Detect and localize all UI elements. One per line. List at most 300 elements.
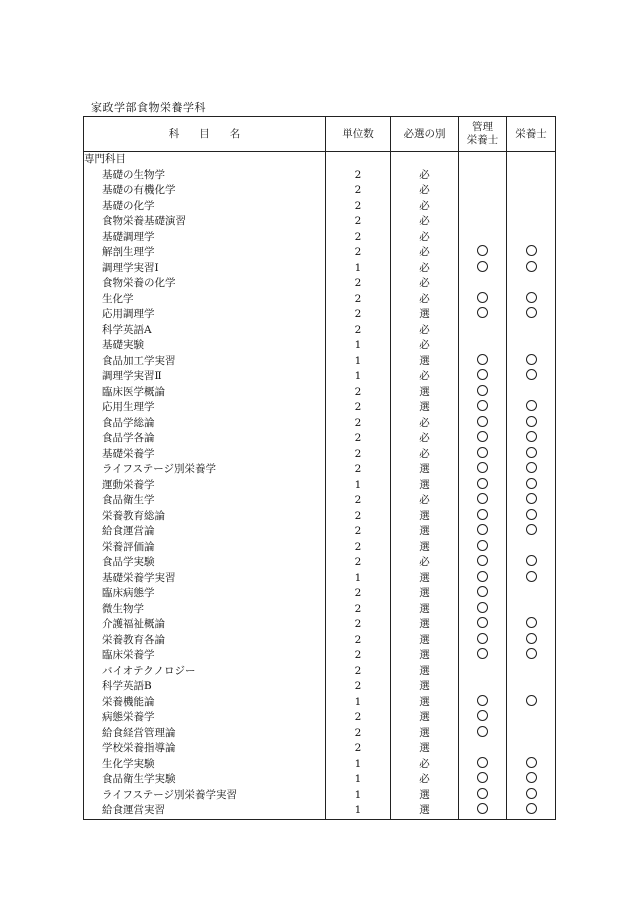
- course-units: 2: [326, 416, 391, 432]
- registered-dietitian-cell: [459, 633, 507, 649]
- course-name: 食品学実験: [84, 555, 326, 571]
- table-row: [84, 338, 556, 354]
- dietitian-cell: [507, 555, 556, 571]
- course-required-elective: 必: [391, 772, 459, 788]
- dietitian-cell: [507, 509, 556, 525]
- course-units: 1: [326, 695, 391, 711]
- course-name: 生化学実験: [84, 757, 326, 773]
- dietitian-cell: [507, 493, 556, 509]
- course-units: 2: [326, 679, 391, 695]
- course-units: 2: [326, 602, 391, 618]
- course-units: 2: [326, 199, 391, 215]
- circle-mark-icon: [477, 555, 488, 566]
- course-required-elective: 必: [391, 447, 459, 463]
- course-units: 1: [326, 571, 391, 587]
- registered-dietitian-cell: [459, 478, 507, 494]
- registered-dietitian-cell: [459, 726, 507, 742]
- course-units: 1: [326, 478, 391, 494]
- table-row: [84, 292, 556, 308]
- table-row: [84, 462, 556, 478]
- circle-mark-icon: [526, 354, 537, 365]
- course-name: ライフステージ別栄養学実習: [84, 788, 326, 804]
- header-dietitian: 栄養士: [507, 117, 556, 152]
- dietitian-cell: [507, 478, 556, 494]
- table-row: [84, 400, 556, 416]
- registered-dietitian-cell: [459, 183, 507, 199]
- registered-dietitian-cell: [459, 245, 507, 261]
- course-required-elective: 選: [391, 648, 459, 664]
- table-row: [84, 354, 556, 370]
- circle-mark-icon: [526, 757, 537, 768]
- circle-mark-icon: [477, 695, 488, 706]
- course-units: 2: [326, 245, 391, 261]
- circle-mark-icon: [477, 586, 488, 597]
- course-name: 微生物学: [84, 602, 326, 618]
- table-row: [84, 803, 556, 819]
- dietitian-cell: [507, 679, 556, 695]
- registered-dietitian-cell: [459, 586, 507, 602]
- circle-mark-icon: [477, 602, 488, 613]
- circle-mark-icon: [477, 478, 488, 489]
- circle-mark-icon: [477, 648, 488, 659]
- course-required-elective: 選: [391, 617, 459, 633]
- dietitian-cell: [507, 199, 556, 215]
- course-required-elective: 選: [391, 540, 459, 556]
- table-row: [84, 586, 556, 602]
- course-units: 1: [326, 803, 391, 819]
- course-name: 科学英語B: [84, 679, 326, 695]
- registered-dietitian-cell: [459, 710, 507, 726]
- course-units: 2: [326, 168, 391, 184]
- course-units: 1: [326, 338, 391, 354]
- table-row: [84, 648, 556, 664]
- registered-dietitian-cell: [459, 369, 507, 385]
- dietitian-cell: [507, 803, 556, 819]
- circle-mark-icon: [526, 292, 537, 303]
- registered-dietitian-cell: [459, 416, 507, 432]
- course-units: 2: [326, 648, 391, 664]
- table-row: [84, 199, 556, 215]
- circle-mark-icon: [526, 431, 537, 442]
- course-units: 2: [326, 183, 391, 199]
- header-units: 単位数: [326, 117, 391, 152]
- course-units: 2: [326, 493, 391, 509]
- registered-dietitian-cell: [459, 431, 507, 447]
- table-row: [84, 741, 556, 757]
- course-required-elective: 選: [391, 741, 459, 757]
- registered-dietitian-cell: [459, 385, 507, 401]
- circle-mark-icon: [477, 462, 488, 473]
- circle-mark-icon: [477, 803, 488, 814]
- registered-dietitian-cell: [459, 338, 507, 354]
- registered-dietitian-cell: [459, 447, 507, 463]
- registered-dietitian-cell: [459, 354, 507, 370]
- course-required-elective: 必: [391, 323, 459, 339]
- registered-dietitian-cell: [459, 509, 507, 525]
- circle-mark-icon: [526, 307, 537, 318]
- course-required-elective: 選: [391, 385, 459, 401]
- course-name: 食品学各論: [84, 431, 326, 447]
- course-units: 1: [326, 788, 391, 804]
- circle-mark-icon: [477, 571, 488, 582]
- course-name: 食品加工学実習: [84, 354, 326, 370]
- course-name: バイオテクノロジー: [84, 664, 326, 680]
- dietitian-cell: [507, 261, 556, 277]
- course-name: ライフステージ別栄養学: [84, 462, 326, 478]
- dietitian-cell: [507, 400, 556, 416]
- circle-mark-icon: [477, 447, 488, 458]
- dietitian-cell: [507, 540, 556, 556]
- circle-mark-icon: [477, 292, 488, 303]
- course-required-elective: 選: [391, 602, 459, 618]
- registered-dietitian-cell: [459, 462, 507, 478]
- course-name: 栄養教育各論: [84, 633, 326, 649]
- table-row: [84, 245, 556, 261]
- table-row: [84, 214, 556, 230]
- registered-dietitian-cell: [459, 400, 507, 416]
- registered-dietitian-cell: [459, 214, 507, 230]
- circle-mark-icon: [526, 245, 537, 256]
- course-name: 栄養評価論: [84, 540, 326, 556]
- course-name: 臨床栄養学: [84, 648, 326, 664]
- course-units: 2: [326, 307, 391, 323]
- dietitian-cell: [507, 772, 556, 788]
- header-course-name: 科目名: [84, 117, 326, 152]
- table-caption: 家政学部食物栄養学科: [91, 101, 206, 114]
- course-units: 2: [326, 726, 391, 742]
- course-required-elective: 選: [391, 586, 459, 602]
- course-units: 2: [326, 214, 391, 230]
- dietitian-cell: [507, 292, 556, 308]
- table-row: [84, 168, 556, 184]
- course-required-elective: 必: [391, 230, 459, 246]
- course-required-elective: 選: [391, 679, 459, 695]
- circle-mark-icon: [477, 540, 488, 551]
- table-row: [84, 276, 556, 292]
- table-row: [84, 478, 556, 494]
- circle-mark-icon: [526, 369, 537, 380]
- course-name: 調理学実習Ⅰ: [84, 261, 326, 277]
- circle-mark-icon: [477, 710, 488, 721]
- table-row: [84, 416, 556, 432]
- dietitian-cell: [507, 757, 556, 773]
- registered-dietitian-cell: [459, 648, 507, 664]
- dietitian-cell: [507, 633, 556, 649]
- dietitian-cell: [507, 617, 556, 633]
- registered-dietitian-cell: [459, 292, 507, 308]
- course-required-elective: 必: [391, 183, 459, 199]
- dietitian-cell: [507, 354, 556, 370]
- course-units: 2: [326, 400, 391, 416]
- table-row: [84, 230, 556, 246]
- course-units: 1: [326, 261, 391, 277]
- header-registered-dietitian: [459, 117, 507, 152]
- circle-mark-icon: [477, 493, 488, 504]
- circle-mark-icon: [477, 757, 488, 768]
- circle-mark-icon: [526, 416, 537, 427]
- course-name: 解剖生理学: [84, 245, 326, 261]
- table-row: [84, 555, 556, 571]
- course-required-elective: 必: [391, 338, 459, 354]
- circle-mark-icon: [526, 695, 537, 706]
- dietitian-cell: [507, 245, 556, 261]
- course-required-elective: 選: [391, 400, 459, 416]
- course-name: 基礎の有機化学: [84, 183, 326, 199]
- dietitian-cell: [507, 168, 556, 184]
- circle-mark-icon: [526, 400, 537, 411]
- registered-dietitian-cell: [459, 741, 507, 757]
- circle-mark-icon: [477, 400, 488, 411]
- dietitian-cell: [507, 447, 556, 463]
- table-row: [84, 323, 556, 339]
- registered-dietitian-cell: [459, 540, 507, 556]
- course-required-elective: 必: [391, 276, 459, 292]
- course-required-elective: 選: [391, 726, 459, 742]
- course-units: 1: [326, 757, 391, 773]
- dietitian-cell: [507, 524, 556, 540]
- registered-dietitian-cell: [459, 276, 507, 292]
- course-name: 食物栄養の化学: [84, 276, 326, 292]
- course-required-elective: 必: [391, 261, 459, 277]
- course-required-elective: 必: [391, 245, 459, 261]
- dietitian-cell: [507, 230, 556, 246]
- course-required-elective: 選: [391, 478, 459, 494]
- table-row: [84, 447, 556, 463]
- circle-mark-icon: [526, 555, 537, 566]
- circle-mark-icon: [477, 788, 488, 799]
- header-row: [84, 117, 556, 152]
- course-required-elective: 必: [391, 168, 459, 184]
- dietitian-cell: [507, 788, 556, 804]
- course-units: 2: [326, 447, 391, 463]
- section-label: 専門科目: [84, 152, 326, 168]
- course-required-elective: 必: [391, 214, 459, 230]
- course-required-elective: 選: [391, 524, 459, 540]
- course-required-elective: 必: [391, 292, 459, 308]
- circle-mark-icon: [477, 633, 488, 644]
- registered-dietitian-cell: [459, 230, 507, 246]
- course-name: 食品学総論: [84, 416, 326, 432]
- circle-mark-icon: [526, 447, 537, 458]
- registered-dietitian-cell: [459, 261, 507, 277]
- course-name: 食品衛生学: [84, 493, 326, 509]
- circle-mark-icon: [477, 617, 488, 628]
- table-row: [84, 540, 556, 556]
- dietitian-cell: [507, 307, 556, 323]
- course-units: 1: [326, 369, 391, 385]
- table-row: [84, 633, 556, 649]
- course-name: 給食運営実習: [84, 803, 326, 819]
- course-required-elective: 選: [391, 695, 459, 711]
- table-row: [84, 509, 556, 525]
- registered-dietitian-cell: [459, 168, 507, 184]
- circle-mark-icon: [477, 245, 488, 256]
- course-required-elective: 必: [391, 369, 459, 385]
- registered-dietitian-cell: [459, 803, 507, 819]
- circle-mark-icon: [526, 509, 537, 520]
- course-name: 学校栄養指導論: [84, 741, 326, 757]
- course-name: 介護福祉概論: [84, 617, 326, 633]
- table-row: [84, 602, 556, 618]
- circle-mark-icon: [477, 354, 488, 365]
- circle-mark-icon: [477, 509, 488, 520]
- course-name: 給食経営管理論: [84, 726, 326, 742]
- course-required-elective: 選: [391, 307, 459, 323]
- course-units: 2: [326, 292, 391, 308]
- course-name: 病態栄養学: [84, 710, 326, 726]
- course-units: 2: [326, 509, 391, 525]
- circle-mark-icon: [526, 788, 537, 799]
- course-required-elective: 選: [391, 788, 459, 804]
- course-name: 臨床病態学: [84, 586, 326, 602]
- table-row: [84, 695, 556, 711]
- course-required-elective: 必: [391, 431, 459, 447]
- table-row: [84, 571, 556, 587]
- header-required-elective: 必選の別: [391, 117, 459, 152]
- course-units: 2: [326, 385, 391, 401]
- dietitian-cell: [507, 602, 556, 618]
- registered-dietitian-cell: [459, 679, 507, 695]
- circle-mark-icon: [477, 261, 488, 272]
- course-name: 運動栄養学: [84, 478, 326, 494]
- table-row: [84, 431, 556, 447]
- course-name: 給食運営論: [84, 524, 326, 540]
- dietitian-cell: [507, 416, 556, 432]
- course-units: 2: [326, 323, 391, 339]
- circle-mark-icon: [526, 524, 537, 535]
- course-units: 2: [326, 586, 391, 602]
- course-units: 2: [326, 276, 391, 292]
- course-required-elective: 必: [391, 199, 459, 215]
- table-row: [84, 757, 556, 773]
- dietitian-cell: [507, 462, 556, 478]
- dietitian-cell: [507, 323, 556, 339]
- table-row: [84, 369, 556, 385]
- registered-dietitian-cell: [459, 695, 507, 711]
- circle-mark-icon: [526, 617, 537, 628]
- dietitian-cell: [507, 214, 556, 230]
- circle-mark-icon: [477, 416, 488, 427]
- table-row: [84, 679, 556, 695]
- circle-mark-icon: [526, 648, 537, 659]
- table-row: [84, 788, 556, 804]
- dietitian-cell: [507, 710, 556, 726]
- course-name: 基礎調理学: [84, 230, 326, 246]
- header-registered-dietitian-line1: 管理: [472, 121, 493, 133]
- registered-dietitian-cell: [459, 555, 507, 571]
- dietitian-cell: [507, 695, 556, 711]
- registered-dietitian-cell: [459, 307, 507, 323]
- table-row: [84, 493, 556, 509]
- course-table: [83, 116, 556, 820]
- course-units: 2: [326, 431, 391, 447]
- registered-dietitian-cell: [459, 757, 507, 773]
- registered-dietitian-cell: [459, 664, 507, 680]
- circle-mark-icon: [526, 803, 537, 814]
- circle-mark-icon: [526, 571, 537, 582]
- circle-mark-icon: [477, 431, 488, 442]
- course-name: 基礎栄養学: [84, 447, 326, 463]
- table-row: [84, 524, 556, 540]
- registered-dietitian-cell: [459, 323, 507, 339]
- dietitian-cell: [507, 648, 556, 664]
- table-row: [84, 261, 556, 277]
- dietitian-cell: [507, 338, 556, 354]
- course-required-elective: 必: [391, 757, 459, 773]
- course-units: 2: [326, 633, 391, 649]
- course-units: 2: [326, 741, 391, 757]
- course-units: 2: [326, 540, 391, 556]
- course-required-elective: 選: [391, 664, 459, 680]
- course-name: 科学英語A: [84, 323, 326, 339]
- course-units: 2: [326, 555, 391, 571]
- circle-mark-icon: [477, 385, 488, 396]
- table-row: [84, 183, 556, 199]
- circle-mark-icon: [526, 462, 537, 473]
- dietitian-cell: [507, 276, 556, 292]
- course-required-elective: 選: [391, 354, 459, 370]
- course-units: 1: [326, 772, 391, 788]
- course-required-elective: 選: [391, 633, 459, 649]
- course-required-elective: 必: [391, 555, 459, 571]
- dietitian-cell: [507, 741, 556, 757]
- dietitian-cell: [507, 385, 556, 401]
- table-row: [84, 307, 556, 323]
- dietitian-cell: [507, 369, 556, 385]
- course-required-elective: 選: [391, 571, 459, 587]
- registered-dietitian-cell: [459, 493, 507, 509]
- circle-mark-icon: [526, 261, 537, 272]
- course-required-elective: 選: [391, 710, 459, 726]
- table-row: [84, 726, 556, 742]
- course-name: 臨床医学概論: [84, 385, 326, 401]
- registered-dietitian-cell: [459, 199, 507, 215]
- course-name: 応用調理学: [84, 307, 326, 323]
- course-units: 2: [326, 617, 391, 633]
- dietitian-cell: [507, 183, 556, 199]
- registered-dietitian-cell: [459, 571, 507, 587]
- circle-mark-icon: [526, 478, 537, 489]
- registered-dietitian-cell: [459, 788, 507, 804]
- circle-mark-icon: [477, 369, 488, 380]
- course-name: 基礎栄養学実習: [84, 571, 326, 587]
- table-row: [84, 617, 556, 633]
- course-units: 2: [326, 524, 391, 540]
- circle-mark-icon: [477, 726, 488, 737]
- course-required-elective: 必: [391, 416, 459, 432]
- dietitian-cell: [507, 431, 556, 447]
- course-required-elective: 必: [391, 493, 459, 509]
- section-row: [84, 152, 556, 168]
- table-row: [84, 385, 556, 401]
- circle-mark-icon: [526, 772, 537, 783]
- table-row: [84, 664, 556, 680]
- dietitian-cell: [507, 726, 556, 742]
- circle-mark-icon: [526, 633, 537, 644]
- course-units: 1: [326, 354, 391, 370]
- table-row: [84, 772, 556, 788]
- course-units: 2: [326, 230, 391, 246]
- course-name: 基礎実験: [84, 338, 326, 354]
- registered-dietitian-cell: [459, 524, 507, 540]
- course-name: 基礎の化学: [84, 199, 326, 215]
- course-units: 2: [326, 462, 391, 478]
- course-name: 応用生理学: [84, 400, 326, 416]
- course-name: 食品衛生学実験: [84, 772, 326, 788]
- course-required-elective: 選: [391, 803, 459, 819]
- dietitian-cell: [507, 586, 556, 602]
- course-units: 2: [326, 710, 391, 726]
